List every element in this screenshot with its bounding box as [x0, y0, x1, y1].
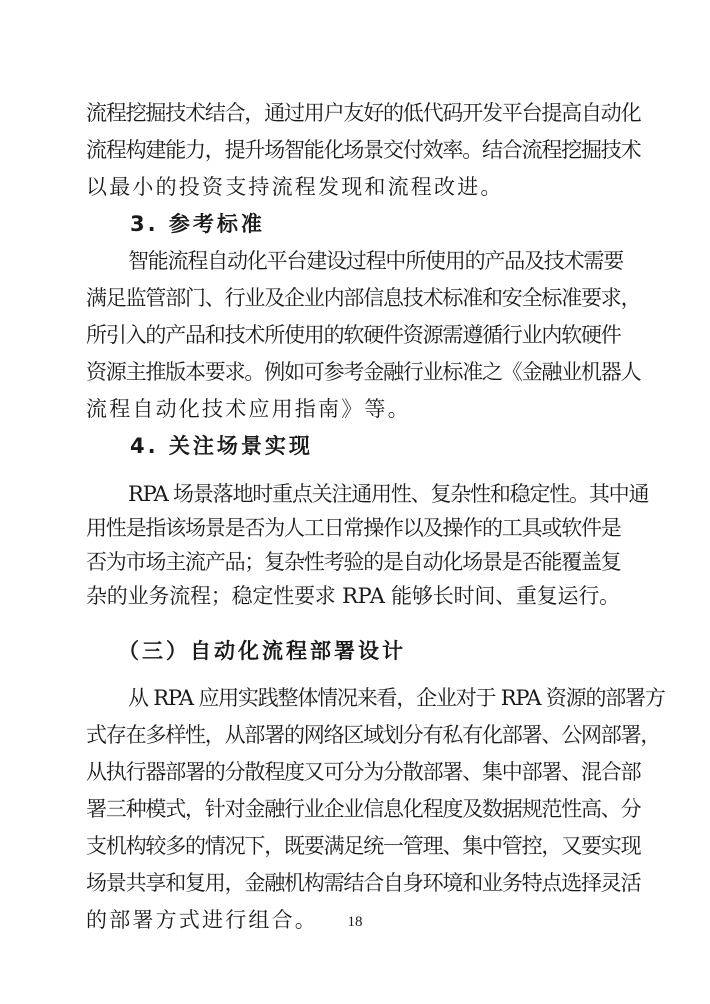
paragraph-3-line-3: 否为市场主流产品；复杂性考验的是自动化场景是否能覆盖复: [86, 550, 621, 574]
paragraph-2-line-3: 所引入的产品和技术所使用的软硬件资源需遵循行业内软硬件: [86, 323, 621, 347]
paragraph-4-line-5: 支机构较多的情况下，既要满足统一管理、集中管控，又要实现: [86, 834, 641, 858]
paragraph-4-line-7: 的部署方式进行组合。: [86, 908, 318, 932]
paragraph-1-line-1: 流程挖掘技术结合，通过用户友好的低代码开发平台提高自动化: [86, 101, 641, 125]
page-number: 18: [347, 914, 363, 930]
paragraph-4-line-4: 署三种模式，针对金融行业企业信息化程度及数据规范性高、分: [86, 797, 641, 821]
paragraph-3-line-4: 杂的业务流程；稳定性要求 RPA 能够长时间、重复运行。: [86, 584, 620, 608]
paragraph-1-line-2: 流程构建能力，提升场智能化场景交付效率。结合流程挖掘技术: [86, 138, 641, 162]
paragraph-4-line-6: 场景共享和复用，金融机构需结合自身环境和业务特点选择灵活: [86, 871, 641, 895]
paragraph-4-line-1: 从 RPA 应用实践整体情况来看，企业对于 RPA 资源的部署方: [128, 686, 665, 710]
heading-reference-standards: 3. 参考标准: [130, 212, 265, 236]
paragraph-3-line-1: RPA 场景落地时重点关注通用性、复杂性和稳定性。其中通: [128, 482, 649, 506]
paragraph-3-line-2: 用性是指该场景是否为人工日常操作以及操作的工具或软件是: [86, 516, 621, 540]
paragraph-2-line-4: 资源主推版本要求。例如可参考金融行业标准之《金融业机器人: [86, 360, 641, 384]
heading-focus-scenarios: 4. 关注场景实现: [130, 434, 313, 458]
paragraph-4-line-2: 式存在多样性，从部署的网络区域划分有私有化部署、公网部署，: [86, 723, 661, 747]
section-heading: （三）自动化流程部署设计: [118, 639, 406, 663]
paragraph-2-line-2: 满足监管部门、行业及企业内部信息技术标准和安全标准要求，: [86, 286, 641, 310]
paragraph-2-line-5: 流程自动化技术应用指南》等。: [86, 397, 411, 421]
paragraph-1-line-3: 以最小的投资支持流程发现和流程改进。: [86, 175, 504, 199]
paragraph-2-line-1: 智能流程自动化平台建设过程中所使用的产品及技术需要: [128, 249, 623, 273]
paragraph-4-line-3: 从执行器部署的分散程度又可分为分散部署、集中部署、混合部: [86, 760, 641, 784]
